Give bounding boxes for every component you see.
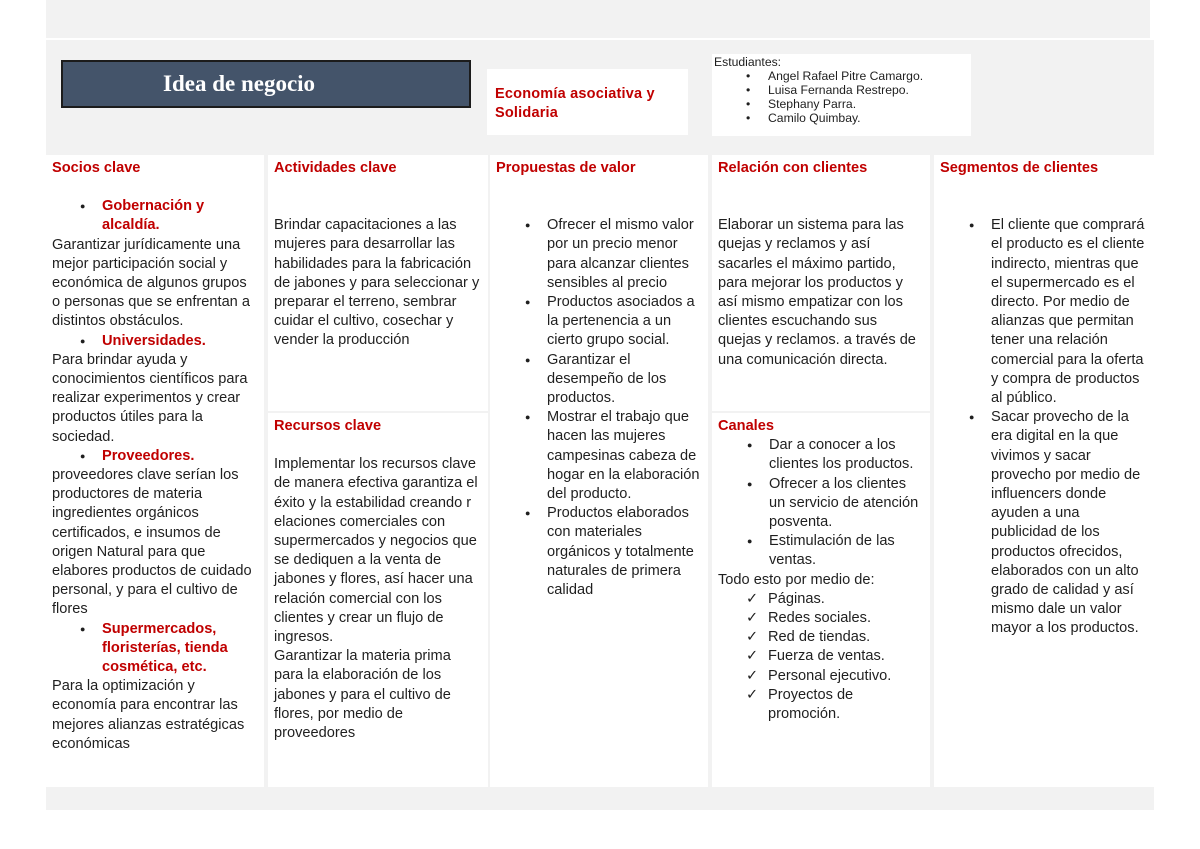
check-item: ✓ Red de tiendas. [718, 628, 924, 647]
section-title: Actividades clave [274, 160, 397, 176]
recursos-clave-section [268, 413, 488, 787]
list-item: ● El cliente que comprará el producto es el cliente indirecto, mientras que el supermercado es el directo. Por medio de alianzas que permitan tener una relación comercial para la oferta y compra de productos al público. [962, 216, 1148, 408]
list-item: ● Sacar provecho de la era digital en la que vivimos y sacar provecho por medio de influencers donde ayuden a una publicidad de los productos ofrecidos, elaborados con un alto grado de calidad y así mismo dale un valor mayor a los productos. [962, 408, 1148, 638]
list-item: ● Dar a conocer a los clientes los productos. [740, 436, 924, 474]
section-text: Elaborar un sistema para las quejas y reclamos y así sacarles el máximo partido, para mejorar los productos y así mismo empatizar con los clientes escuchando sus quejas y reclamos. a través de una comunicación directa. [718, 217, 916, 368]
actividades-clave-section [268, 155, 488, 411]
canales-section [712, 413, 930, 787]
partner-name: ● Gobernación y alcaldía. [52, 197, 258, 235]
check-item: ✓ Fuerza de ventas. [718, 647, 924, 666]
list-item: ● Ofrecer el mismo valor por un precio menor para alcanzar clientes sensibles al precio [518, 216, 702, 293]
partner-name: ● Universidades. [52, 332, 258, 351]
list-item: ● Ofrecer a los clientes un servicio de atención posventa. [740, 475, 924, 533]
section-text: Garantizar la materia prima para la elaboración de los jabones y para el cultivo de flores, por medio de proveedores [274, 648, 451, 742]
top-band [46, 0, 1150, 38]
partner-name: ● Supermercados, floristerías, tienda cosmética, etc. [52, 620, 258, 678]
partner-list [52, 197, 258, 235]
relacion-clientes-section [712, 155, 930, 411]
partner-list [52, 620, 258, 678]
students-box [712, 54, 971, 136]
students-label: Estudiantes: [714, 55, 782, 69]
student-item: • Stephany Parra. [712, 97, 923, 111]
segmentos-clientes-section [934, 155, 1154, 787]
check-item: ✓ Redes sociales. [718, 609, 924, 628]
topic-box [487, 69, 688, 135]
propuestas-valor-section [490, 155, 708, 787]
value-list [496, 216, 702, 600]
section-text: Implementar los recursos clave de manera efectiva garantiza el éxito y la estabilidad creando r elaciones comerciales con supermercados y negocios que se dediquen a la venta de jabones y flores, así hacer una relación comercial con los clientes y crear un flujo de ingresos. [274, 456, 478, 646]
partner-desc: proveedores clave serían los productores de materia ingredientes orgánicos certificados, e insumos de origen Natural para que elabores productos de cuidado personal, y para el cultivo de flores [52, 467, 252, 618]
channels-subtitle: Todo esto por medio de: [718, 571, 875, 588]
partner-name: ● Proveedores. [52, 447, 258, 466]
student-item: • Luisa Fernanda Restrepo. [712, 83, 923, 97]
list-item: ● Productos elaborados con materiales orgánicos y totalmente naturales de primera calidad [518, 504, 702, 600]
partner-desc: Para la optimización y economía para encontrar las mejores alianzas estratégicas económicas [52, 678, 245, 752]
segment-list [940, 216, 1148, 638]
section-title: Segmentos de clientes [940, 160, 1099, 176]
section-text: Brindar capacitaciones a las mujeres para desarrollar las habilidades para la fabricación de jabones y para seleccionar y preparar el terreno, sembrar cuidar el cultivo, cosechar y vender la producción [274, 217, 480, 349]
partner-desc: Garantizar jurídicamente una mejor participación social y económica de algunos grupos o personas que se enfrentan a distintos obstáculos. [52, 236, 250, 330]
partner-list [52, 332, 258, 351]
list-item: ● Garantizar el desempeño de los productos. [518, 351, 702, 409]
check-item: ✓ Proyectos de promoción. [718, 686, 924, 724]
student-item: • Camilo Quimbay. [712, 111, 923, 125]
channel-list [718, 436, 924, 570]
check-item: ✓ Personal ejecutivo. [718, 667, 924, 686]
page-title: Idea de negocio [61, 60, 471, 108]
partner-list [52, 447, 258, 466]
partner-desc: Para brindar ayuda y conocimientos científicos para realizar experimentos y crear productos útiles para la sociedad. [52, 351, 248, 445]
topic-title: Economía asociativa y Solidaria [495, 86, 655, 121]
student-item: • Angel Rafael Pitre Camargo. [712, 69, 923, 83]
list-item: ● Productos asociados a la pertenencia a un cierto grupo social. [518, 293, 702, 351]
socios-clave-section [46, 155, 264, 787]
checklist [718, 590, 924, 724]
section-title: Canales [718, 418, 774, 434]
section-title: Relación con clientes [718, 160, 868, 176]
section-title: Propuestas de valor [496, 160, 636, 176]
section-title: Socios clave [52, 160, 141, 176]
students-list [712, 69, 923, 125]
section-title: Recursos clave [274, 418, 382, 434]
check-item: ✓ Páginas. [718, 590, 924, 609]
list-item: ● Estimulación de las ventas. [740, 532, 924, 570]
list-item: ● Mostrar el trabajo que hacen las mujeres campesinas cabeza de hogar en la elaboración del producto. [518, 408, 702, 504]
